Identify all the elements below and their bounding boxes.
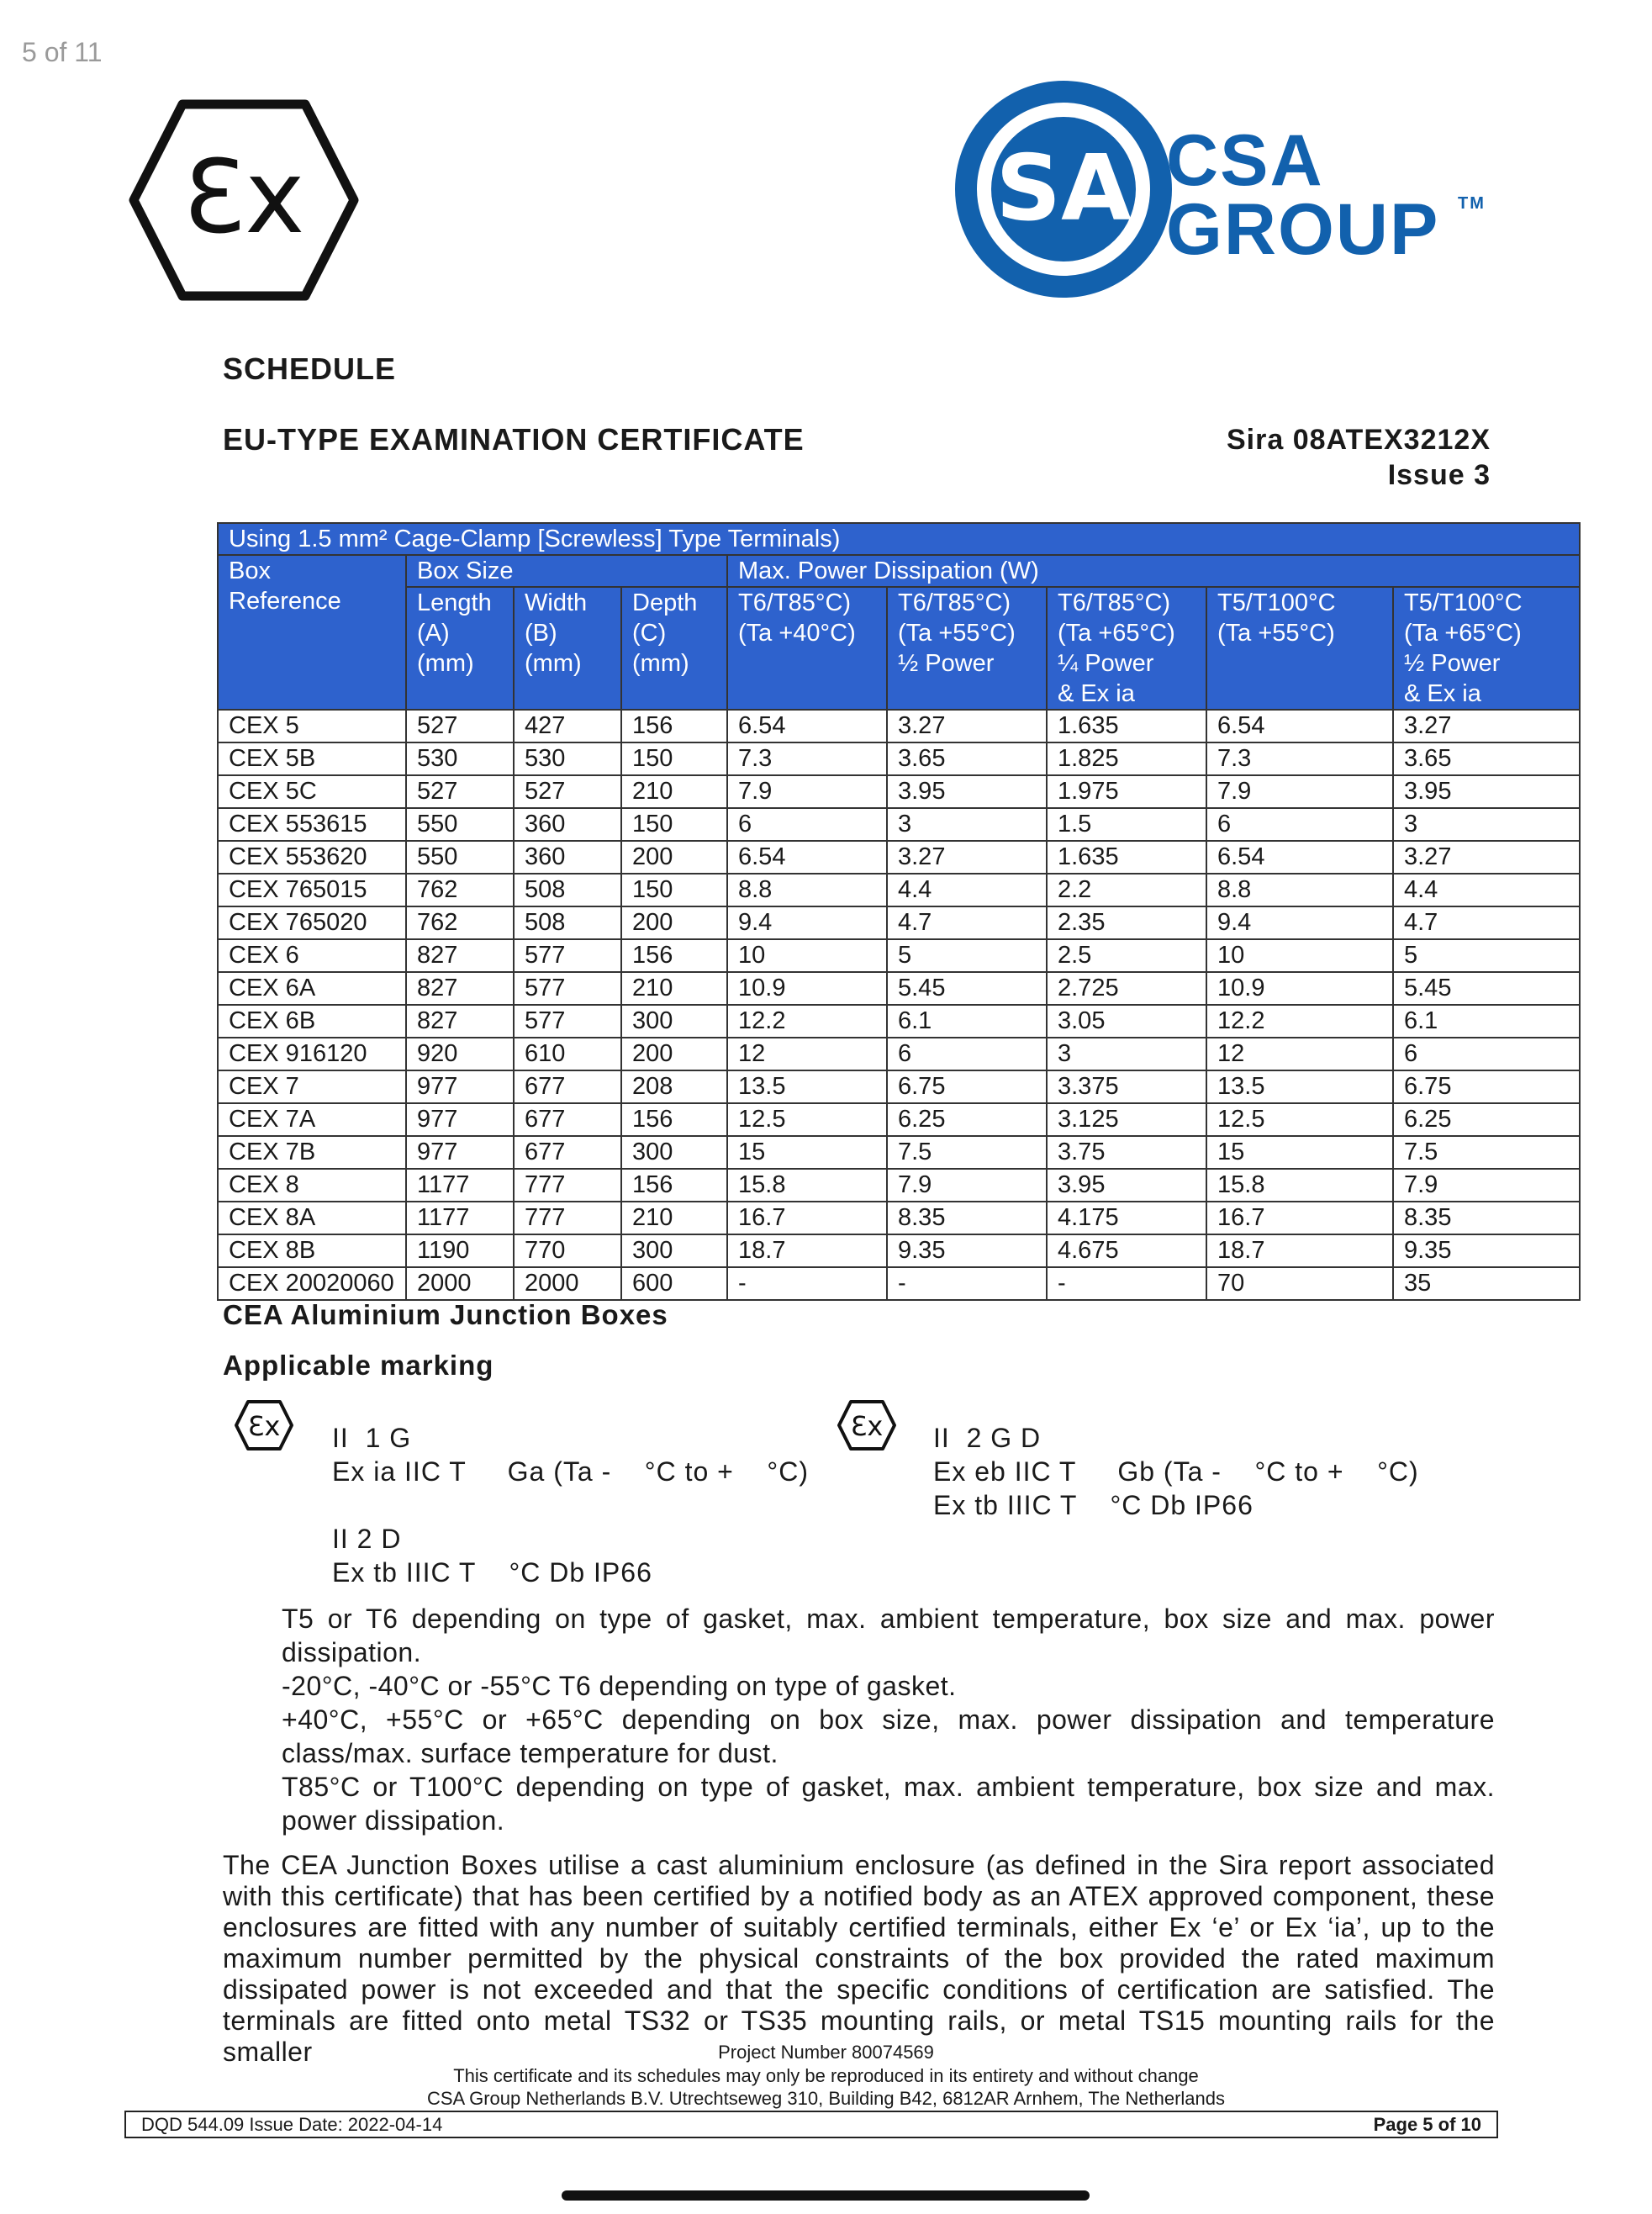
ex-marking-glyph: Ɛx (850, 1410, 884, 1442)
ex-logo-glyph: Ɛx (182, 140, 305, 256)
table-cell: 3.95 (1047, 1169, 1206, 1202)
table-cell: 156 (621, 939, 727, 972)
table-cell: CEX 7 (218, 1070, 406, 1103)
table-cell: CEX 6A (218, 972, 406, 1005)
table-group-header-row (218, 555, 1580, 587)
header-line: (C) (632, 620, 667, 647)
header-line: (Ta +40°C) (738, 620, 856, 647)
marking-left-dust-group: II 2 D (332, 1524, 402, 1554)
table-cell: 977 (406, 1136, 514, 1169)
table-cell: 3.65 (1393, 742, 1580, 775)
table-cell: 1.635 (1047, 710, 1206, 742)
table-cell: 18.7 (727, 1234, 887, 1267)
table-cell: 977 (406, 1070, 514, 1103)
table-cell: 527 (514, 775, 621, 808)
table-cell: CEX 7B (218, 1136, 406, 1169)
table-cell: 9.4 (1206, 906, 1393, 939)
table-cell: 530 (406, 742, 514, 775)
table-row (218, 742, 1580, 775)
table-cell: CEX 5B (218, 742, 406, 775)
header-line: (mm) (525, 650, 582, 677)
table-cell: 300 (621, 1005, 727, 1038)
table-row (218, 1038, 1580, 1070)
table-cell: 9.35 (887, 1234, 1047, 1267)
table-cell: 7.5 (887, 1136, 1047, 1169)
table-cell: 8.35 (1393, 1202, 1580, 1234)
table-cell: 10 (727, 939, 887, 972)
table-row (218, 972, 1580, 1005)
description-paragraph: The CEA Junction Boxes utilise a cast aluminium enclosure (as defined in the Sira report associated with this certificate) that has been certified by a notified body as an ATEX approved component, these enclosures are fitted with any number of suitably certified terminals, either Ex ‘e’ or Ex ‘ia’, up to the maximum number permitted by the physical constraints of the box provided the rated maximum dissipated power is not exceeded and that the specific conditions of certification are satisfied. The terminals are fitted onto metal TS32 or TS35 mounting rails, or metal TS15 mounting rails for the smaller (223, 1850, 1495, 2067)
table-row (218, 1005, 1580, 1038)
table-cell: 827 (406, 939, 514, 972)
table-cell: CEX 20020060 (218, 1267, 406, 1300)
table-cell: 2000 (406, 1267, 514, 1300)
marking-left-group: II 1 G (332, 1423, 412, 1453)
table-cell: 6.25 (1393, 1103, 1580, 1136)
header-line: ¼ Power (1058, 650, 1154, 677)
table-cell: 12 (1206, 1038, 1393, 1070)
table-cell: 18.7 (1206, 1234, 1393, 1267)
header-line: (B) (525, 620, 557, 647)
table-cell: 6.1 (887, 1005, 1047, 1038)
table-cell: CEX 553615 (218, 808, 406, 841)
table-cell: 427 (514, 710, 621, 742)
table-cell: 13.5 (727, 1070, 887, 1103)
table-cell: 16.7 (1206, 1202, 1393, 1234)
table-cell: CEX 5 (218, 710, 406, 742)
t6-40-header (727, 587, 887, 710)
table-cell: CEX 8B (218, 1234, 406, 1267)
table-row (218, 710, 1580, 742)
header-line: Box (229, 557, 271, 584)
header-line: (mm) (417, 650, 474, 677)
table-cell: CEX 6B (218, 1005, 406, 1038)
table-cell: 5.45 (1393, 972, 1580, 1005)
max-power-header: Max. Power Dissipation (W) (727, 555, 1580, 587)
note-paragraph: -20°C, -40°C or -55°C T6 depending on type of gasket. (282, 1671, 957, 1701)
marking-left-gas: Ex ia IIC T Ga (Ta - °C to + °C) (332, 1456, 809, 1487)
table-cell: 70 (1206, 1267, 1393, 1300)
table-cell: 7.3 (727, 742, 887, 775)
header-line: Reference (229, 588, 341, 615)
header-line: ½ Power (1404, 650, 1501, 677)
table-title-row (218, 523, 1580, 555)
table-cell: 762 (406, 906, 514, 939)
marking-right-group: II 2 G D (933, 1423, 1042, 1453)
table-cell: 677 (514, 1103, 621, 1136)
table-cell: CEX 765015 (218, 874, 406, 906)
box-size-header: Box Size (406, 555, 727, 587)
table-cell: 527 (406, 710, 514, 742)
table-cell: 8.8 (727, 874, 887, 906)
table-cell: 6 (887, 1038, 1047, 1070)
table-column-header-row (218, 587, 1580, 710)
table-cell: 1.975 (1047, 775, 1206, 808)
table-cell: 6 (1393, 1038, 1580, 1070)
header-line: (A) (417, 620, 450, 647)
table-cell: 10 (1206, 939, 1393, 972)
table-cell: 12.5 (1206, 1103, 1393, 1136)
table-cell: 13.5 (1206, 1070, 1393, 1103)
header-line: T6/T85°C) (898, 589, 1011, 616)
table-cell: 6.25 (887, 1103, 1047, 1136)
table-cell: 3 (887, 808, 1047, 841)
table-cell: 677 (514, 1136, 621, 1169)
table-cell: 4.7 (1393, 906, 1580, 939)
ex-hexagon-logo-icon (130, 99, 357, 301)
table-cell: 4.4 (1393, 874, 1580, 906)
header-line: (Ta +55°C) (898, 620, 1016, 647)
table-cell: 150 (621, 874, 727, 906)
table-cell: 5 (887, 939, 1047, 972)
certificate-issue: Issue 3 (1387, 459, 1491, 491)
header-line: T5/T100°C (1404, 589, 1523, 616)
table-cell: 6.75 (1393, 1070, 1580, 1103)
table-cell: CEX 916120 (218, 1038, 406, 1070)
table-cell: CEX 7A (218, 1103, 406, 1136)
table-row (218, 1234, 1580, 1267)
table-cell: CEX 553620 (218, 841, 406, 874)
table-cell: 4.4 (887, 874, 1047, 906)
table-row (218, 1169, 1580, 1202)
table-cell: 1190 (406, 1234, 514, 1267)
box-reference-header (218, 555, 406, 710)
table-cell: 15.8 (727, 1169, 887, 1202)
table-title: Using 1.5 mm² Cage-Clamp [Screwless] Type Terminals) (218, 523, 1580, 555)
table-cell: 600 (621, 1267, 727, 1300)
table-cell: 1.635 (1047, 841, 1206, 874)
footer-reproduction-note: This certificate and its schedules may only be reproduced in its entirety and without change (453, 2065, 1199, 2086)
header-line: T6/T85°C) (738, 589, 852, 616)
marking-right-gas: Ex eb IIC T Gb (Ta - °C to + °C) (933, 1456, 1419, 1487)
table-cell: 156 (621, 710, 727, 742)
table-cell: 3.375 (1047, 1070, 1206, 1103)
table-cell: CEX 6 (218, 939, 406, 972)
table-cell: 4.7 (887, 906, 1047, 939)
table-cell: - (1047, 1267, 1206, 1300)
table-row (218, 1103, 1580, 1136)
table-cell: CEX 8 (218, 1169, 406, 1202)
depth-header (621, 587, 727, 710)
table-row (218, 841, 1580, 874)
table-cell: 12.2 (1206, 1005, 1393, 1038)
table-cell: 210 (621, 972, 727, 1005)
table-cell: 6.54 (1206, 710, 1393, 742)
table-cell: 1177 (406, 1169, 514, 1202)
table-cell: 1177 (406, 1202, 514, 1234)
table-cell: 7.9 (887, 1169, 1047, 1202)
header-line: Width (525, 589, 588, 616)
table-cell: 15 (727, 1136, 887, 1169)
table-cell: 300 (621, 1234, 727, 1267)
table-cell: 3.125 (1047, 1103, 1206, 1136)
table-cell: 7.9 (1206, 775, 1393, 808)
table-cell: 200 (621, 906, 727, 939)
table-cell: 508 (514, 874, 621, 906)
section-title: CEA Aluminium Junction Boxes (223, 1299, 668, 1330)
table-cell: 3 (1393, 808, 1580, 841)
marking-right-dust: Ex tb IIIC T °C Db IP66 (933, 1490, 1254, 1520)
table-cell: CEX 5C (218, 775, 406, 808)
table-row (218, 775, 1580, 808)
table-cell: 4.175 (1047, 1202, 1206, 1234)
table-cell: 9.4 (727, 906, 887, 939)
footer-page-number: Page 5 of 10 (1373, 2114, 1481, 2135)
table-cell: 3.75 (1047, 1136, 1206, 1169)
table-cell: 977 (406, 1103, 514, 1136)
header-line: & Ex ia (1058, 680, 1135, 707)
table-cell: 8.35 (887, 1202, 1047, 1234)
table-cell: 6 (727, 808, 887, 841)
table-cell: 530 (514, 742, 621, 775)
certificate-number: Sira 08ATEX3212X (1227, 424, 1491, 456)
table-cell: 360 (514, 841, 621, 874)
power-dissipation-table (217, 522, 1581, 1301)
certificate-type-heading: EU-TYPE EXAMINATION CERTIFICATE (223, 422, 805, 457)
table-cell: 527 (406, 775, 514, 808)
table-cell: 12 (727, 1038, 887, 1070)
table-cell: 762 (406, 874, 514, 906)
table-cell: CEX 765020 (218, 906, 406, 939)
viewer-page-indicator: 5 of 11 (22, 37, 103, 67)
marking-left-dust: Ex tb IIIC T °C Db IP66 (332, 1557, 652, 1588)
header-line: T5/T100°C (1217, 589, 1336, 616)
table-cell: 2.35 (1047, 906, 1206, 939)
table-cell: 7.3 (1206, 742, 1393, 775)
ex-marking-icon (837, 1399, 897, 1451)
table-cell: 200 (621, 1038, 727, 1070)
table-row (218, 939, 1580, 972)
table-cell: 150 (621, 808, 727, 841)
table-cell: 827 (406, 972, 514, 1005)
certificate-reference (1227, 422, 1491, 493)
table-cell: 827 (406, 1005, 514, 1038)
csa-group-wordmark (1166, 120, 1486, 270)
header-line: (Ta +65°C) (1404, 620, 1522, 647)
table-cell: 2000 (514, 1267, 621, 1300)
t6-65-header (1047, 587, 1206, 710)
table-cell: CEX 8A (218, 1202, 406, 1234)
table-cell: 15.8 (1206, 1169, 1393, 1202)
t5-65-header (1393, 587, 1580, 710)
table-cell: 7.5 (1393, 1136, 1580, 1169)
table-row (218, 1202, 1580, 1234)
table-row (218, 1267, 1580, 1300)
table-cell: 3.27 (1393, 841, 1580, 874)
table-cell: 300 (621, 1136, 727, 1169)
note-paragraph: +40°C, +55°C or +65°C depending on box size, max. power dissipation and temperature class/max. surface temperature for dust. (282, 1704, 1495, 1768)
home-indicator[interactable] (562, 2190, 1090, 2201)
table-cell: 6.1 (1393, 1005, 1580, 1038)
table-cell: 156 (621, 1169, 727, 1202)
footer-project-number: Project Number 80074569 (718, 2042, 934, 2063)
table-cell: 550 (406, 808, 514, 841)
footer-doc-reference: DQD 544.09 Issue Date: 2022-04-14 (141, 2114, 443, 2135)
note-paragraph: T85°C or T100°C depending on type of gasket, max. ambient temperature, box size and max. power dissipation. (282, 1772, 1495, 1836)
table-cell: 210 (621, 1202, 727, 1234)
header-line: Depth (632, 589, 698, 616)
t6-55-header (887, 587, 1047, 710)
table-cell: 3 (1047, 1038, 1206, 1070)
table-cell: 550 (406, 841, 514, 874)
csa-wordmark-line1: CSA (1166, 120, 1324, 201)
table-cell: 3.27 (887, 710, 1047, 742)
table-cell: 3.05 (1047, 1005, 1206, 1038)
table-cell: 8.8 (1206, 874, 1393, 906)
marking-notes (282, 1602, 1495, 1837)
table-cell: 577 (514, 972, 621, 1005)
table-cell: 9.35 (1393, 1234, 1580, 1267)
table-cell: 577 (514, 939, 621, 972)
table-cell: 10.9 (1206, 972, 1393, 1005)
footer-address: CSA Group Netherlands B.V. Utrechtseweg 310, Building B42, 6812AR Arnhem, The Netherlands (426, 2088, 1225, 2109)
table-row (218, 1070, 1580, 1103)
table-cell: 6.54 (727, 841, 887, 874)
table-cell: 360 (514, 808, 621, 841)
table-cell: - (727, 1267, 887, 1300)
table-cell: 15 (1206, 1136, 1393, 1169)
table-cell: 10.9 (727, 972, 887, 1005)
header-line: (Ta +65°C) (1058, 620, 1175, 647)
table-cell: 7.9 (727, 775, 887, 808)
table-cell: 3.95 (1393, 775, 1580, 808)
table-row (218, 808, 1580, 841)
table-cell: 200 (621, 841, 727, 874)
table-cell: 3.95 (887, 775, 1047, 808)
table-cell: 770 (514, 1234, 621, 1267)
table-cell: 12.5 (727, 1103, 887, 1136)
note-paragraph: T5 or T6 depending on type of gasket, max. ambient temperature, box size and max. power dissipation. (282, 1604, 1495, 1667)
table-cell: 2.2 (1047, 874, 1206, 906)
table-cell: - (887, 1267, 1047, 1300)
table-cell: 5 (1393, 939, 1580, 972)
table-cell: 1.5 (1047, 808, 1206, 841)
table-cell: 2.725 (1047, 972, 1206, 1005)
table-cell: 12.2 (727, 1005, 887, 1038)
header-line: & Ex ia (1404, 680, 1481, 707)
table-cell: 5.45 (887, 972, 1047, 1005)
t5-55-header (1206, 587, 1393, 710)
table-cell: 208 (621, 1070, 727, 1103)
table-cell: 777 (514, 1202, 621, 1234)
table-cell: 677 (514, 1070, 621, 1103)
table-cell: 150 (621, 742, 727, 775)
csa-monogram: SA (995, 136, 1132, 241)
table-cell: 7.9 (1393, 1169, 1580, 1202)
table-cell: 3.27 (887, 841, 1047, 874)
table-cell: 210 (621, 775, 727, 808)
table-cell: 2.5 (1047, 939, 1206, 972)
header-line: Length (417, 589, 492, 616)
table-row (218, 874, 1580, 906)
marking-heading: Applicable marking (223, 1350, 494, 1381)
table-cell: 35 (1393, 1267, 1580, 1300)
table-cell: 920 (406, 1038, 514, 1070)
table-cell: 156 (621, 1103, 727, 1136)
table-cell: 777 (514, 1169, 621, 1202)
table-cell: 4.675 (1047, 1234, 1206, 1267)
schedule-heading: SCHEDULE (223, 351, 397, 386)
width-header (514, 587, 621, 710)
footer-bar (124, 2111, 1498, 2138)
ex-marking-icon (234, 1399, 294, 1451)
header-line: (mm) (632, 650, 689, 677)
table-cell: 6 (1206, 808, 1393, 841)
table-body (218, 710, 1580, 1300)
header-line: ½ Power (898, 650, 995, 677)
table-cell: 577 (514, 1005, 621, 1038)
table-cell: 1.825 (1047, 742, 1206, 775)
table-cell: 610 (514, 1038, 621, 1070)
table-cell: 3.65 (887, 742, 1047, 775)
table-cell: 3.27 (1393, 710, 1580, 742)
table-cell: 6.54 (727, 710, 887, 742)
table-cell: 6.75 (887, 1070, 1047, 1103)
ex-marking-glyph: Ɛx (247, 1410, 281, 1442)
table-row (218, 1136, 1580, 1169)
csa-trademark: TM (1458, 194, 1486, 213)
table-cell: 16.7 (727, 1202, 887, 1234)
csa-wordmark-line2: GROUP (1166, 189, 1440, 270)
header-line: (Ta +55°C) (1217, 620, 1335, 647)
table-cell: 6.54 (1206, 841, 1393, 874)
table-row (218, 906, 1580, 939)
header-line: T6/T85°C) (1058, 589, 1171, 616)
table-cell: 508 (514, 906, 621, 939)
length-header (406, 587, 514, 710)
